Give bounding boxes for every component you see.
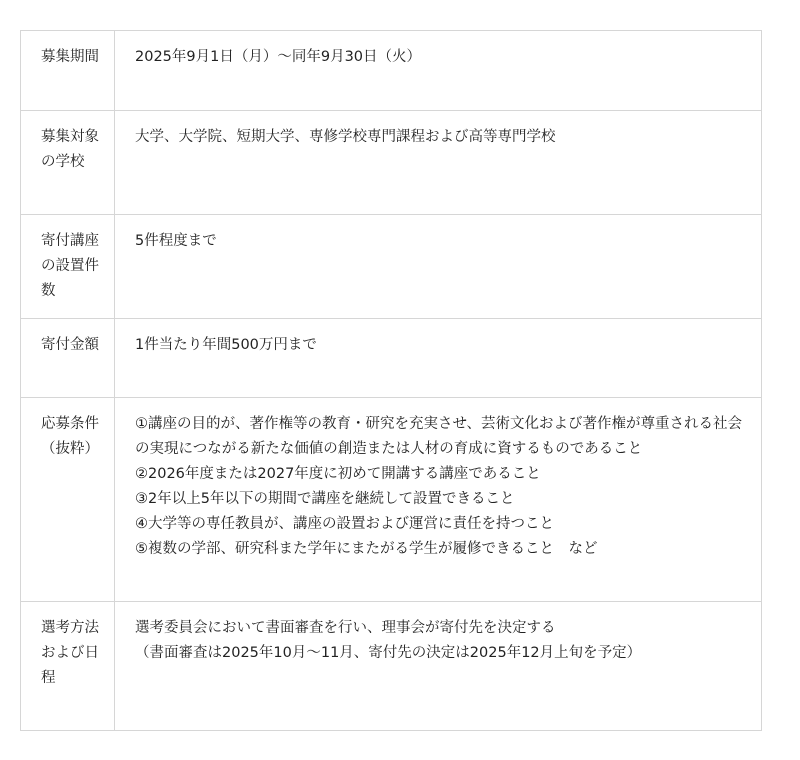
- row-value: 5件程度まで: [115, 215, 762, 319]
- condition-item: ④大学等の専任教員が、講座の設置および運営に責任を持つこと: [135, 516, 554, 532]
- row-label: 寄付講座の設置件数: [21, 215, 115, 319]
- row-label: 寄付金額: [21, 319, 115, 398]
- row-label: 募集対象の学校: [21, 111, 115, 215]
- row-value: 1件当たり年間500万円まで: [115, 319, 762, 398]
- condition-item: ②2026年度または2027年度に初めて開講する講座であること: [135, 466, 541, 482]
- selection-line: （書面審査は2025年10月〜11月、寄付先の決定は2025年12月上旬を予定）: [135, 645, 642, 661]
- row-label: 選考方法および日程: [21, 602, 115, 731]
- row-value: [115, 398, 762, 602]
- condition-item: ⑤複数の学部、研究科また学年にまたがる学生が履修できること など: [135, 541, 598, 557]
- row-label: 応募条件（抜粋）: [21, 398, 115, 602]
- row-donation-amount: [21, 319, 762, 398]
- conditions-list: [135, 412, 747, 562]
- row-label: 募集期間: [21, 31, 115, 111]
- row-value: 2025年9月1日（月）〜同年9月30日（火）: [115, 31, 762, 111]
- row-application-period: [21, 31, 762, 111]
- row-target-schools: [21, 111, 762, 215]
- row-value: 大学、大学院、短期大学、専修学校専門課程および高等専門学校: [115, 111, 762, 215]
- selection-line: 選考委員会において書面審査を行い、理事会が寄付先を決定する: [135, 620, 556, 636]
- info-table: [20, 30, 762, 731]
- row-value: [115, 602, 762, 731]
- condition-item: ③2年以上5年以下の期間で講座を継続して設置できること: [135, 491, 515, 507]
- row-application-conditions: [21, 398, 762, 602]
- row-selection-method: [21, 602, 762, 731]
- condition-item: ①講座の目的が、著作権等の教育・研究を充実させ、芸術文化および著作権が尊重される社会の実現につながる新たな価値の創造または人材の育成に資するものであること: [135, 416, 743, 457]
- row-number-of-courses: [21, 215, 762, 319]
